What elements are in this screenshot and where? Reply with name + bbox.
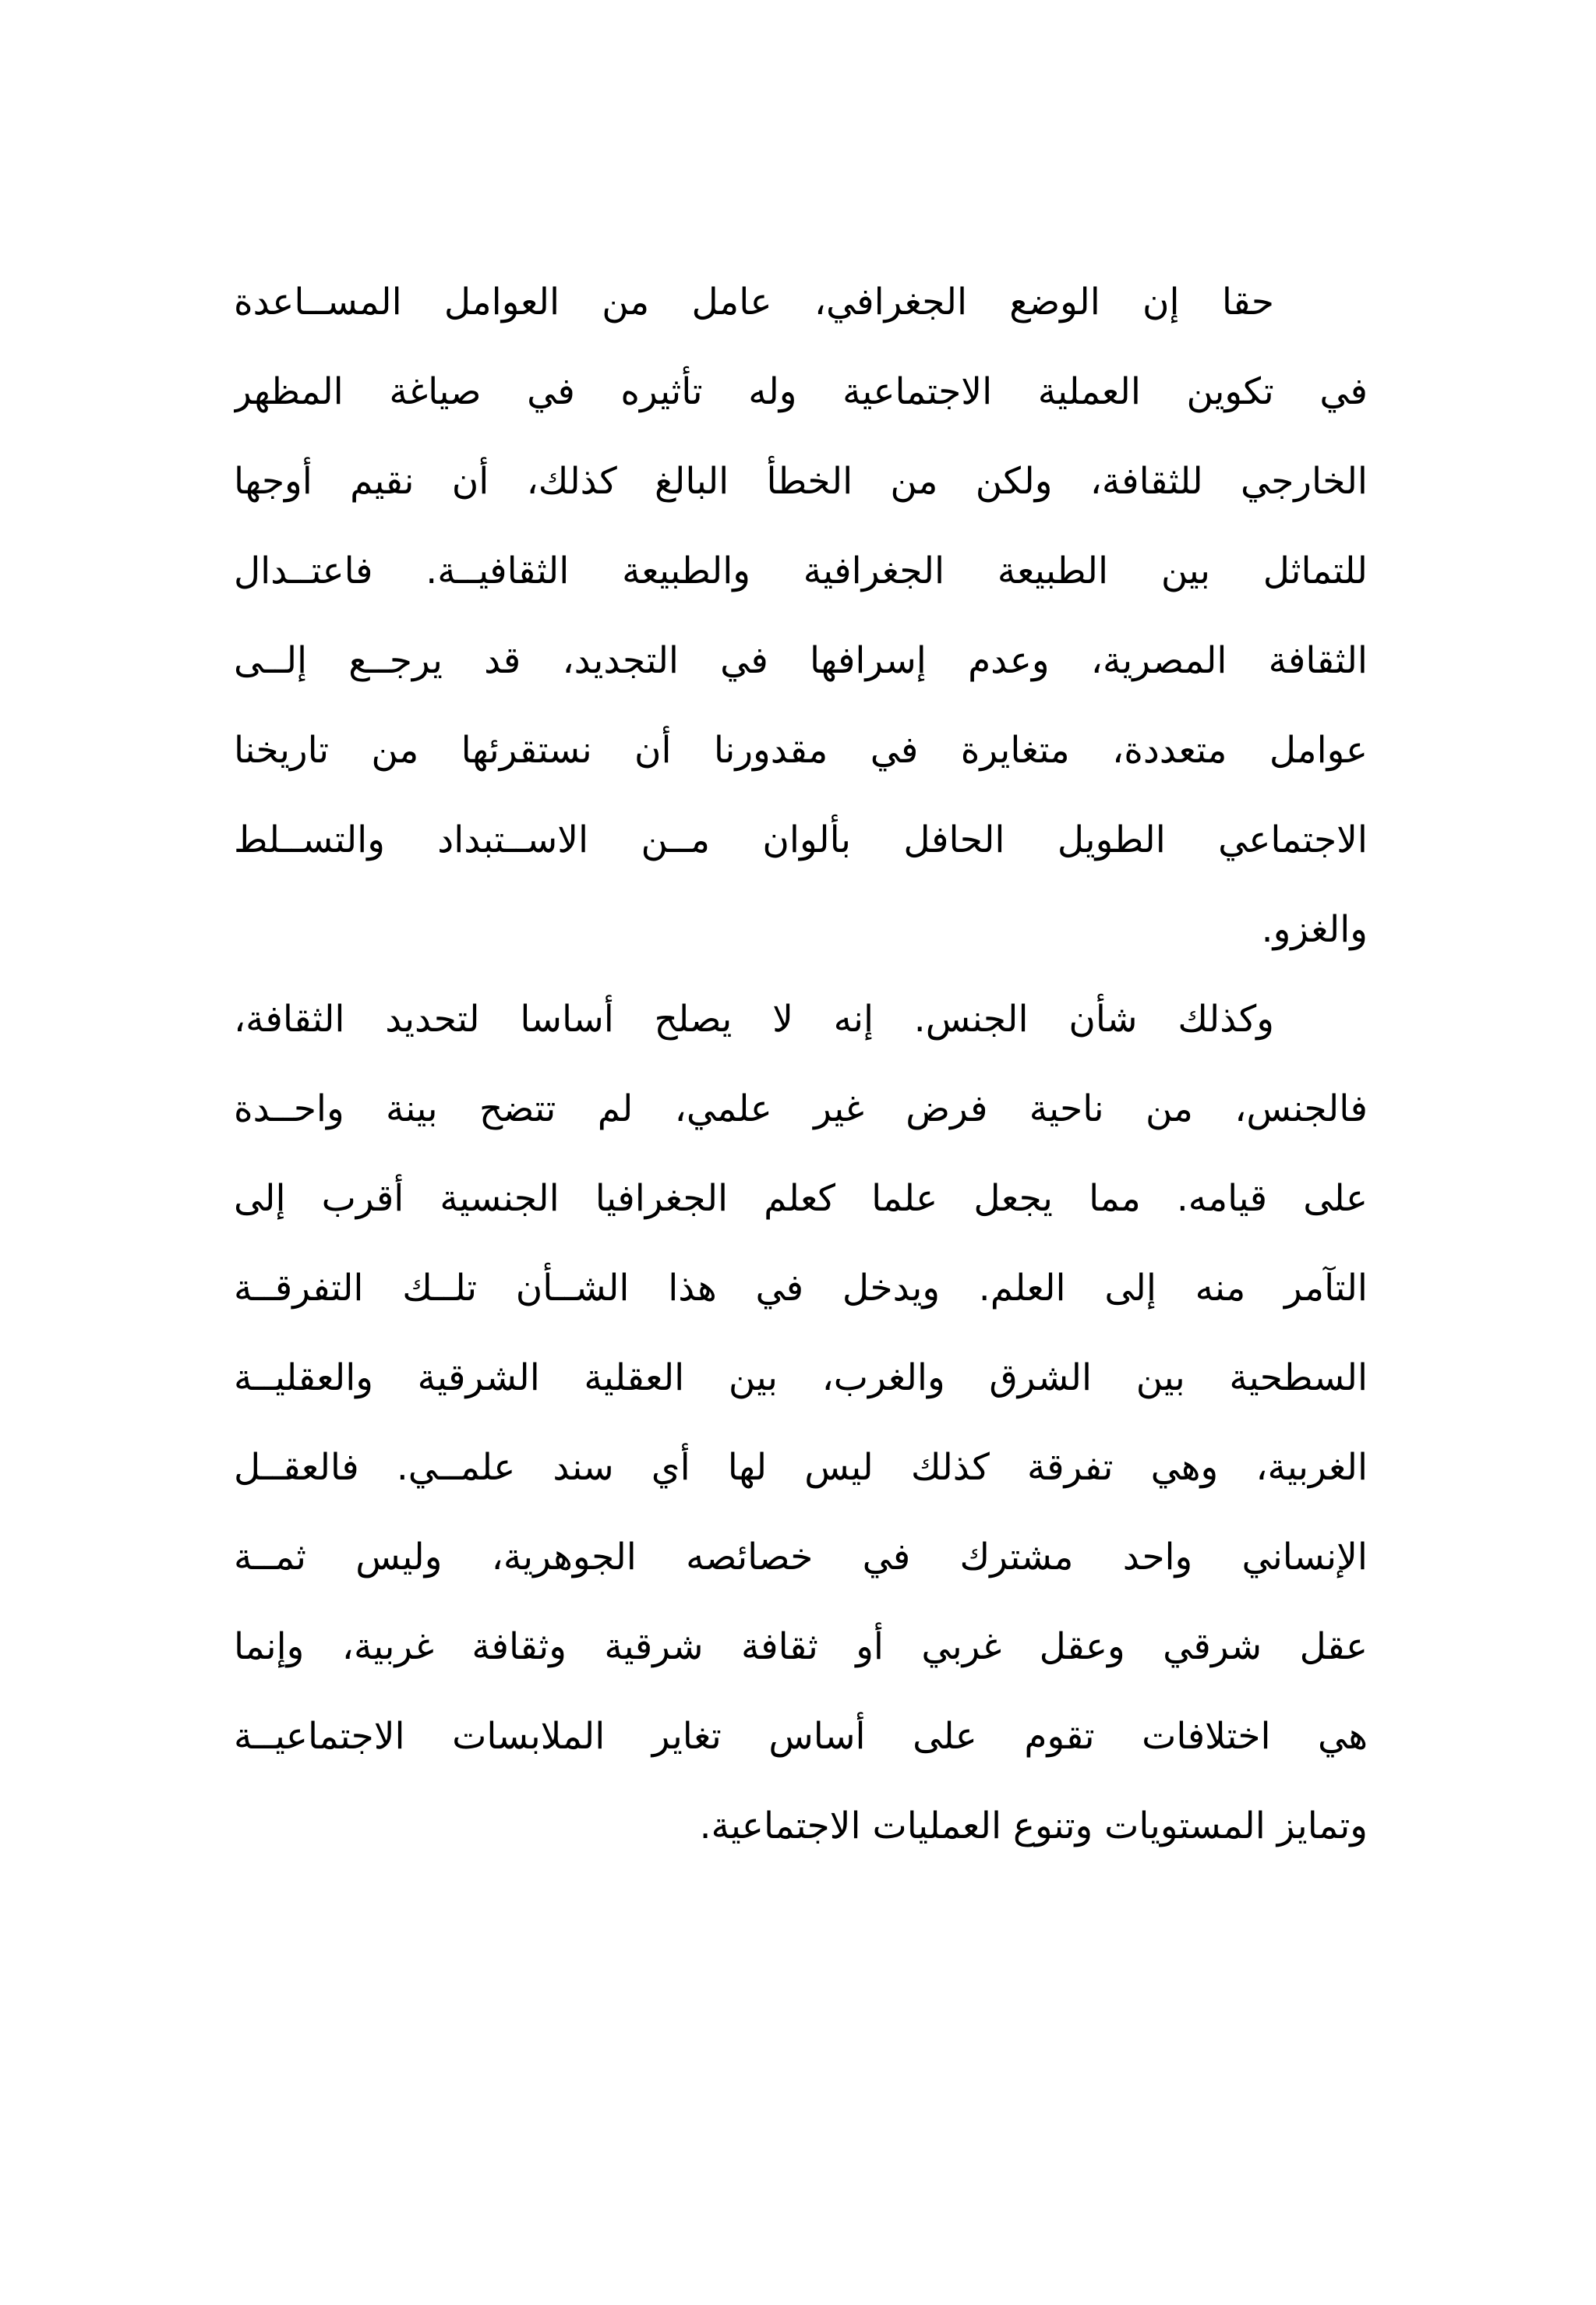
text-line: الغربية، وهي تفرقة كذلك ليس لها أي سند علمــي. فالعقــل: [234, 1446, 1368, 1489]
text-line: وكذلك شأن الجنس. إنه لا يصلح أساسا لتحديد الثقافة،: [234, 998, 1274, 1041]
text-line: فالجنس، من ناحية فرض غير علمي، لم تتضح بينة واحــدة: [234, 1087, 1368, 1130]
text-line: وتمايز المستويات وتنوع العمليات الاجتماعية.: [699, 1805, 1368, 1847]
text-line: حقا إن الوضع الجغرافي، عامل من العوامل المســاعدة: [234, 281, 1274, 323]
text-line: الثقافة المصرية، وعدم إسرافها في التجديد، قد يرجــع إلــى: [234, 639, 1368, 682]
text-line: الاجتماعي الطويل الحافل بألوان مــن الاســتبداد والتســلط: [234, 818, 1368, 861]
text-line: السطحية بين الشرق والغرب، بين العقلية الشرقية والعقليــة: [234, 1356, 1368, 1399]
text-line: التآمر منه إلى العلم. ويدخل في هذا الشــأن تلــك التفرقــة: [234, 1267, 1368, 1310]
paragraph-2: [234, 974, 1368, 1871]
text-line: عوامل متعددة، متغايرة في مقدورنا أن نستقرئها من تاريخنا: [234, 729, 1368, 772]
paragraph-1: [234, 257, 1368, 974]
text-line: عقل شرقي وعقل غربي أو ثقافة شرقية وثقافة غربية، وإنما: [234, 1625, 1368, 1668]
text-line: للتماثل بين الطبيعة الجغرافية والطبيعة الثقافيــة. فاعتــدال: [234, 550, 1368, 592]
text-line: هي اختلافات تقوم على أساس تغاير الملابسات الاجتماعيــة: [234, 1715, 1368, 1758]
text-line: في تكوين العملية الاجتماعية وله تأثيره في صياغة المظهر: [234, 370, 1368, 413]
text-line: الإنساني واحد مشترك في خصائصه الجوهرية، وليس ثمــة: [234, 1536, 1368, 1579]
text-line: والغزو.: [1261, 908, 1368, 951]
text-line: على قيامه. مما يجعل علما كعلم الجغرافيا الجنسية أقرب إلى: [234, 1177, 1368, 1220]
text-line: الخارجي للثقافة، ولكن من الخطأ البالغ كذلك، أن نقيم أوجها: [234, 460, 1368, 503]
body-text: [234, 257, 1368, 1871]
